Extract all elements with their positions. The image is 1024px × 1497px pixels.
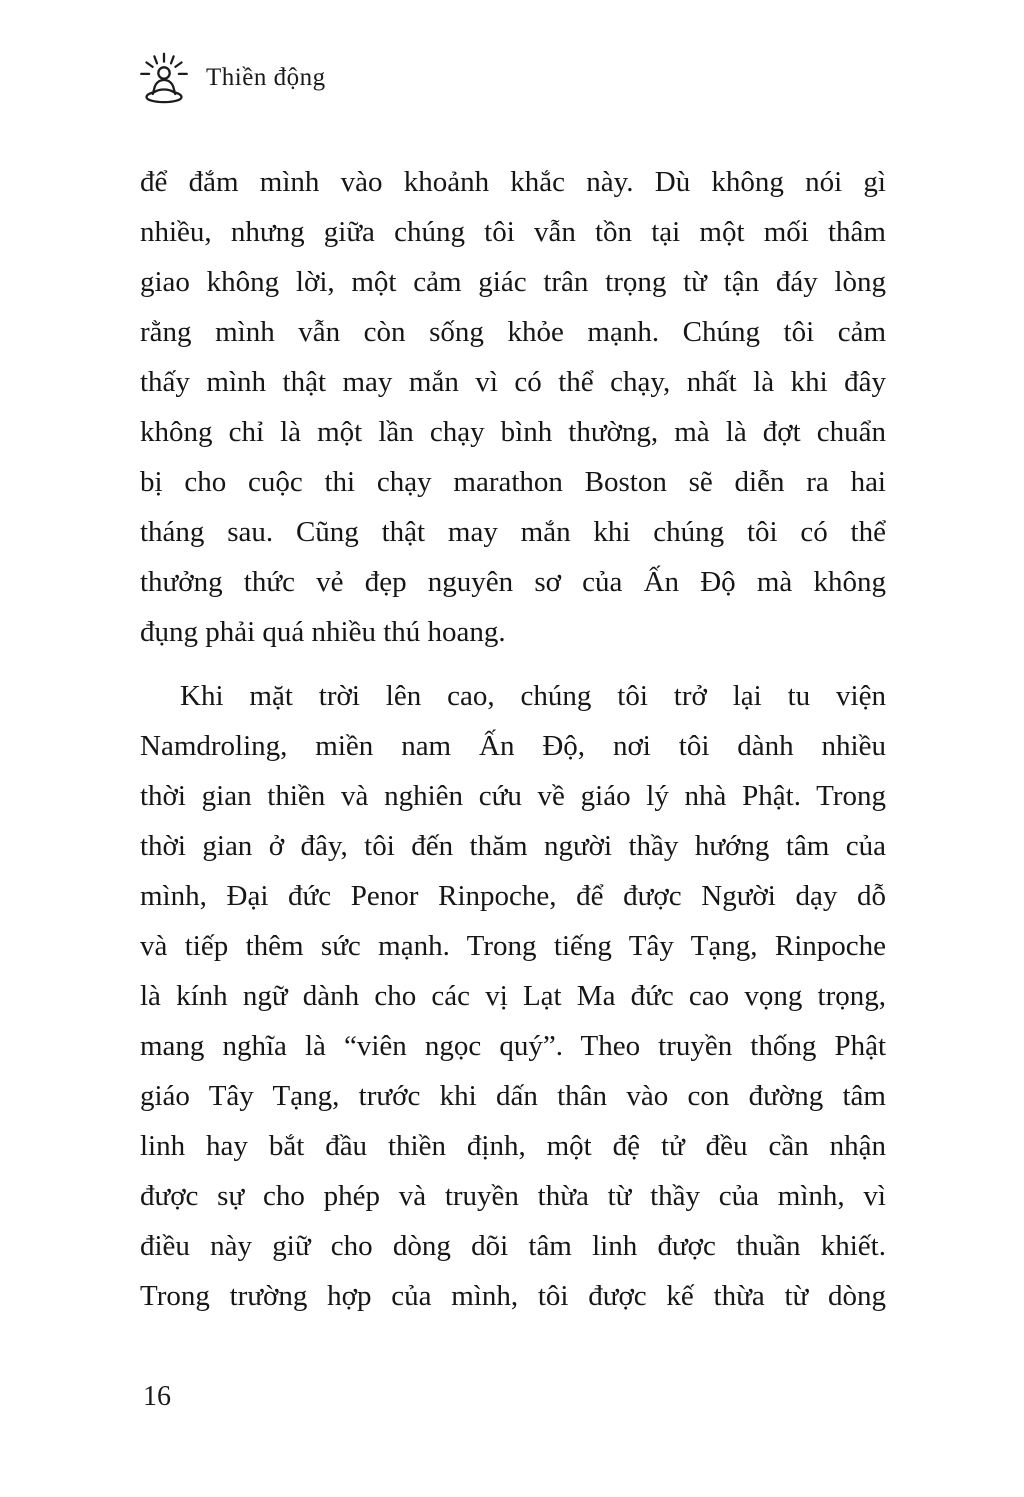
text-line: rằng mình vẫn còn sống khỏe mạnh. Chúng tôi cảm	[140, 316, 886, 348]
text-line: tháng sau. Cũng thật may mắn khi chúng tôi có thể	[140, 516, 886, 548]
text-line: điều này giữ cho dòng dõi tâm linh được thuần khiết.	[140, 1230, 886, 1262]
page-number: 16	[143, 1381, 171, 1412]
text-line: linh hay bắt đầu thiền định, một đệ tử đều cần nhận	[140, 1130, 886, 1162]
text-line: giao không lời, một cảm giác trân trọng từ tận đáy lòng	[140, 266, 886, 298]
text-line: giáo Tây Tạng, trước khi dấn thân vào con đường tâm	[140, 1080, 886, 1112]
running-header-title: Thiền động	[206, 64, 326, 91]
text-line: thưởng thức vẻ đẹp nguyên sơ của Ấn Độ mà không	[140, 566, 886, 598]
text-line: mang nghĩa là “viên ngọc quý”. Theo truyền thống Phật	[140, 1030, 886, 1062]
text-line: Trong trường hợp của mình, tôi được kế thừa từ dòng	[140, 1280, 886, 1312]
text-line: thời gian ở đây, tôi đến thăm người thầy hướng tâm của	[140, 830, 886, 862]
text-line: bị cho cuộc thi chạy marathon Boston sẽ diễn ra hai	[140, 466, 886, 498]
text-line: mình, Đại đức Penor Rinpoche, để được Người dạy dỗ	[140, 880, 886, 912]
text-line: Khi mặt trời lên cao, chúng tôi trở lại tu viện	[180, 680, 886, 712]
paragraph	[140, 671, 886, 1321]
paragraph	[140, 157, 886, 657]
text-line: là kính ngữ dành cho các vị Lạt Ma đức cao vọng trọng,	[140, 980, 886, 1012]
body-text	[140, 157, 886, 1321]
text-line: thời gian thiền và nghiên cứu về giáo lý nhà Phật. Trong	[140, 780, 886, 812]
running-header	[136, 48, 326, 112]
meditation-icon	[136, 50, 192, 110]
text-line: nhiều, nhưng giữa chúng tôi vẫn tồn tại một mối thâm	[140, 216, 886, 248]
text-line: không chỉ là một lần chạy bình thường, mà là đợt chuẩn	[140, 416, 886, 448]
text-line: và tiếp thêm sức mạnh. Trong tiếng Tây Tạng, Rinpoche	[140, 930, 886, 962]
text-line: được sự cho phép và truyền thừa từ thầy của mình, vì	[140, 1180, 886, 1212]
text-line: Namdroling, miền nam Ấn Độ, nơi tôi dành nhiều	[140, 730, 886, 762]
text-line: đụng phải quá nhiều thú hoang.	[140, 616, 506, 648]
text-line: để đắm mình vào khoảnh khắc này. Dù không nói gì	[140, 166, 886, 198]
text-line: thấy mình thật may mắn vì có thể chạy, nhất là khi đây	[140, 366, 886, 398]
